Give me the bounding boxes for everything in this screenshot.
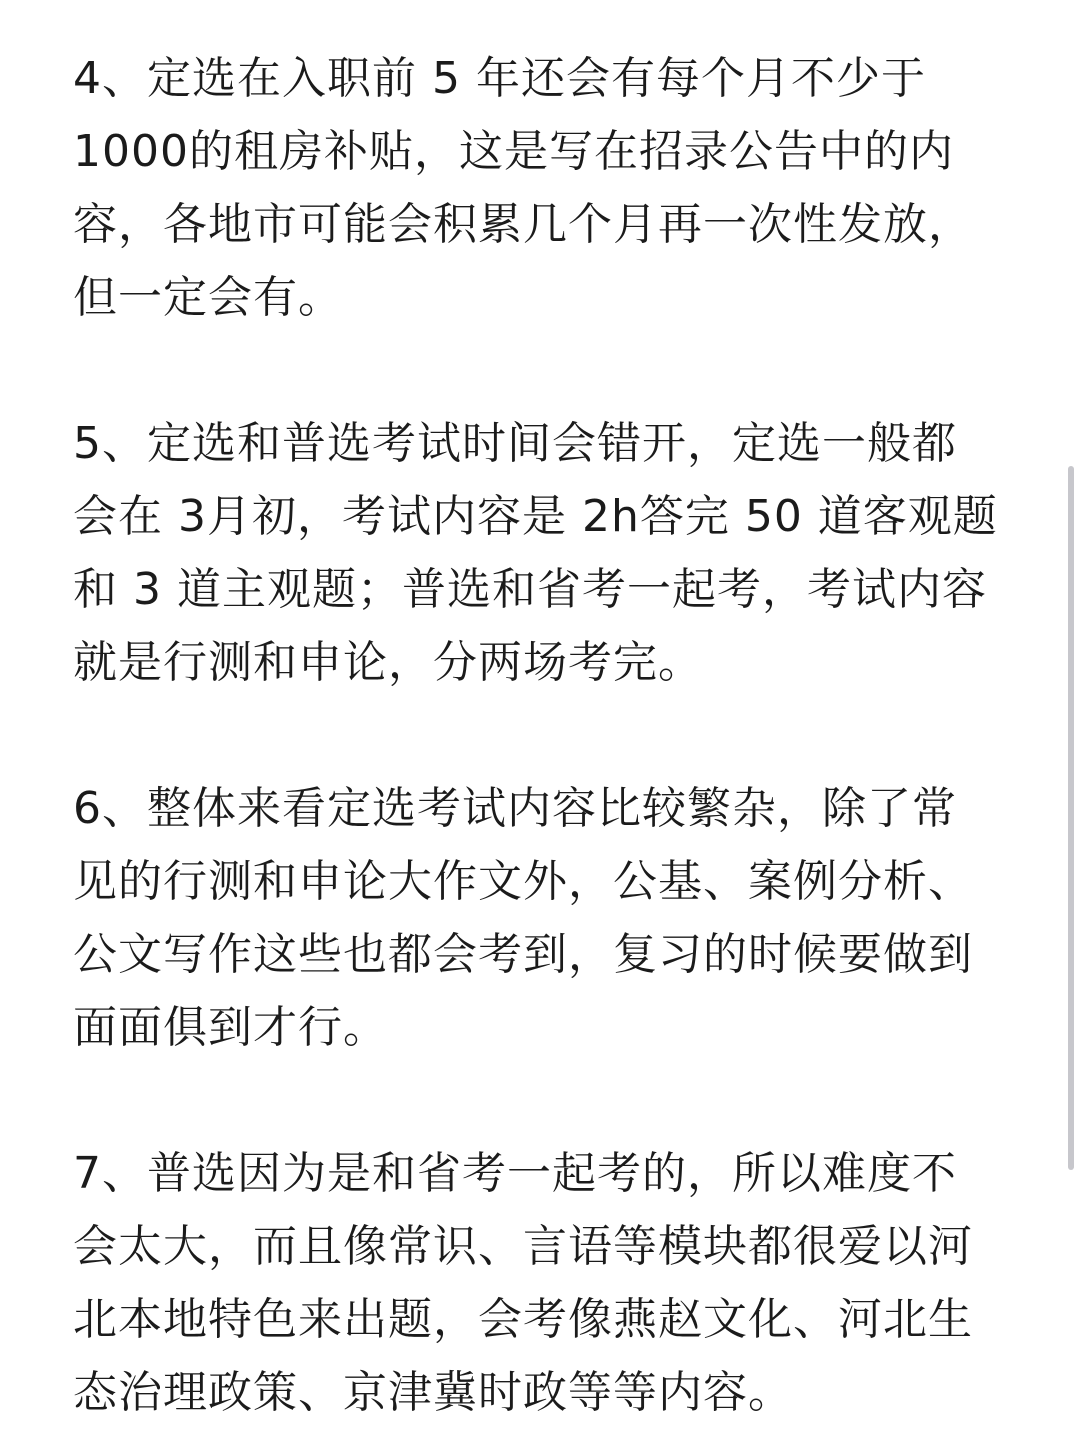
paragraph-line: 就是行测和申论，分两场考完。 [73,637,703,688]
paragraph-line: 但一定会有。 [73,272,343,323]
paragraph-line: 会太大，而且像常识、言语等模块都很爱以河 [73,1221,973,1272]
paragraph-line: 会在 3月初，考试内容是 2h答完 50 道客观题 [73,491,998,542]
paragraph-6 [73,772,1013,1064]
paragraph-line: 1000的租房补贴，这是写在招录公告中的内 [73,126,954,177]
paragraph-5 [73,407,1013,699]
paragraph-line: 7、普选因为是和省考一起考的，所以难度不 [73,1148,957,1199]
paragraph-line: 态治理政策、京津冀时政等等内容。 [73,1367,793,1418]
vertical-scrollbar[interactable] [1068,466,1074,1170]
paragraph-4 [73,42,1013,334]
paragraph-line: 见的行测和申论大作文外，公基、案例分析、 [73,856,973,907]
paragraph-line: 和 3 道主观题；普选和省考一起考，考试内容 [73,564,987,615]
paragraph-line: 北本地特色来出题，会考像燕赵文化、河北生 [73,1294,973,1345]
paragraph-line: 5、定选和普选考试时间会错开，定选一般都 [73,418,957,469]
paragraph-7 [73,1137,1013,1429]
paragraph-line: 4、定选在入职前 5 年还会有每个月不少于 [73,53,926,104]
paragraph-line: 面面俱到才行。 [73,1002,388,1053]
paragraph-line: 容，各地市可能会积累几个月再一次性发放， [73,199,973,250]
paragraph-line: 公文写作这些也都会考到，复习的时候要做到 [73,929,973,980]
article-body [73,42,1013,1440]
paragraph-line: 6、整体来看定选考试内容比较繁杂，除了常 [73,783,957,834]
